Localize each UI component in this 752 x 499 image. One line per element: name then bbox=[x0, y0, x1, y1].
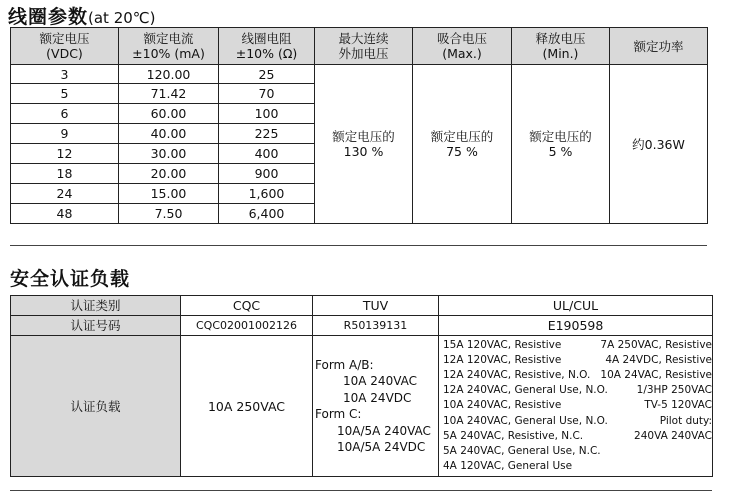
tuv-load-line: Form A/B: bbox=[315, 357, 374, 372]
cell-voltage: 3 bbox=[11, 65, 119, 84]
cqc-name: CQC bbox=[181, 296, 313, 316]
tuv-load-line: 10A/5A 24VDC bbox=[337, 440, 426, 454]
ul-load-row: 10A 240VAC, General Use, N.O. Pilot duty: bbox=[443, 414, 712, 427]
header-max-voltage: 最大连续 外加电压 bbox=[315, 28, 413, 65]
ul-load-line: 5A 240VAC, General Use, N.C. bbox=[443, 445, 601, 457]
cqc-number: CQC02001002126 bbox=[181, 316, 313, 336]
ul-load-row: 12A 240VAC, General Use, N.O. 1/3HP 250VAC bbox=[443, 384, 712, 397]
safety-certification-table bbox=[10, 295, 713, 477]
tuv-load-line: 10A/5A 240VAC bbox=[337, 423, 431, 438]
cell-current: 30.00 bbox=[119, 144, 219, 164]
cell-voltage: 24 bbox=[11, 184, 119, 204]
ul-load-row: 12A 240VAC, Resistive, N.O. 10A 24VAC, Resistive bbox=[443, 368, 712, 381]
header-pickup-voltage: 吸合电压 (Max.) bbox=[413, 28, 512, 65]
tuv-name: TUV bbox=[313, 296, 439, 316]
tuv-load-line: 10A 240VAC bbox=[343, 374, 418, 388]
cell-current: 20.00 bbox=[119, 164, 219, 184]
cqc-load: 10A 250VAC bbox=[181, 336, 313, 477]
cell-current: 7.50 bbox=[119, 204, 219, 224]
cell-resistance: 900 bbox=[219, 164, 315, 184]
cell-voltage: 12 bbox=[11, 144, 119, 164]
ul-load-line: 4A 120VAC, General Use bbox=[443, 460, 573, 473]
header-coil-resistance: 线圈电阻 ±10% (Ω) bbox=[219, 28, 315, 65]
cell-resistance: 400 bbox=[219, 144, 315, 164]
cell-release-voltage: 额定电压的 5 % bbox=[512, 65, 610, 224]
header-rated-voltage: 额定电压 (VDC) bbox=[11, 28, 119, 65]
header-release-voltage: 释放电压 (Min.) bbox=[512, 28, 610, 65]
cell-current: 120.00 bbox=[119, 65, 219, 84]
cell-pickup-voltage: 额定电压的 75 % bbox=[413, 65, 512, 224]
cell-resistance: 25 bbox=[219, 65, 315, 84]
cell-voltage: 5 bbox=[11, 84, 119, 104]
table-row bbox=[11, 65, 708, 84]
coil-section-title bbox=[8, 2, 156, 29]
cell-voltage: 18 bbox=[11, 164, 119, 184]
ul-load-row: 5A 240VAC, Resistive, N.C. 240VA 240VAC bbox=[443, 429, 712, 442]
cell-current: 40.00 bbox=[119, 124, 219, 144]
safety-section-title: 安全认证负载 bbox=[10, 268, 131, 290]
coil-condition: (at 20℃) bbox=[88, 9, 156, 27]
cell-resistance: 225 bbox=[219, 124, 315, 144]
ul-load-row: 15A 120VAC, Resistive 7A 250VAC, Resistive bbox=[443, 338, 712, 351]
cell-current: 71.42 bbox=[119, 84, 219, 104]
cell-voltage: 6 bbox=[11, 104, 119, 124]
label-load: 认证负载 bbox=[11, 336, 181, 477]
cell-voltage: 48 bbox=[11, 204, 119, 224]
bottom-divider bbox=[10, 490, 712, 491]
ul-load-row: 12A 120VAC, Resistive 4A 24VDC, Resistive bbox=[443, 353, 712, 366]
tuv-load bbox=[313, 336, 439, 477]
cell-current: 60.00 bbox=[119, 104, 219, 124]
header-rated-power: 额定功率 bbox=[610, 28, 708, 65]
cell-max-voltage: 额定电压的 130 % bbox=[315, 65, 413, 224]
cell-voltage: 9 bbox=[11, 124, 119, 144]
ul-load bbox=[439, 336, 713, 477]
ul-load-row: 10A 240VAC, Resistive TV-5 120VAC bbox=[443, 399, 712, 412]
header-rated-current: 额定电流 ±10% (mA) bbox=[119, 28, 219, 65]
tuv-number: R50139131 bbox=[313, 316, 439, 336]
coil-title: 线圈参数 bbox=[8, 6, 89, 28]
section-divider bbox=[10, 245, 707, 246]
tuv-load-line: 10A 24VDC bbox=[343, 390, 412, 405]
ul-name: UL/CUL bbox=[439, 296, 713, 316]
tuv-load-line: Form C: bbox=[315, 407, 362, 421]
label-number: 认证号码 bbox=[11, 316, 181, 336]
cell-resistance: 70 bbox=[219, 84, 315, 104]
cell-resistance: 6,400 bbox=[219, 204, 315, 224]
ul-number: E190598 bbox=[439, 316, 713, 336]
cell-current: 15.00 bbox=[119, 184, 219, 204]
label-category: 认证类别 bbox=[11, 296, 181, 316]
cell-resistance: 1,600 bbox=[219, 184, 315, 204]
cell-rated-power: 约0.36W bbox=[610, 65, 708, 224]
coil-parameter-table bbox=[10, 27, 708, 224]
cell-resistance: 100 bbox=[219, 104, 315, 124]
